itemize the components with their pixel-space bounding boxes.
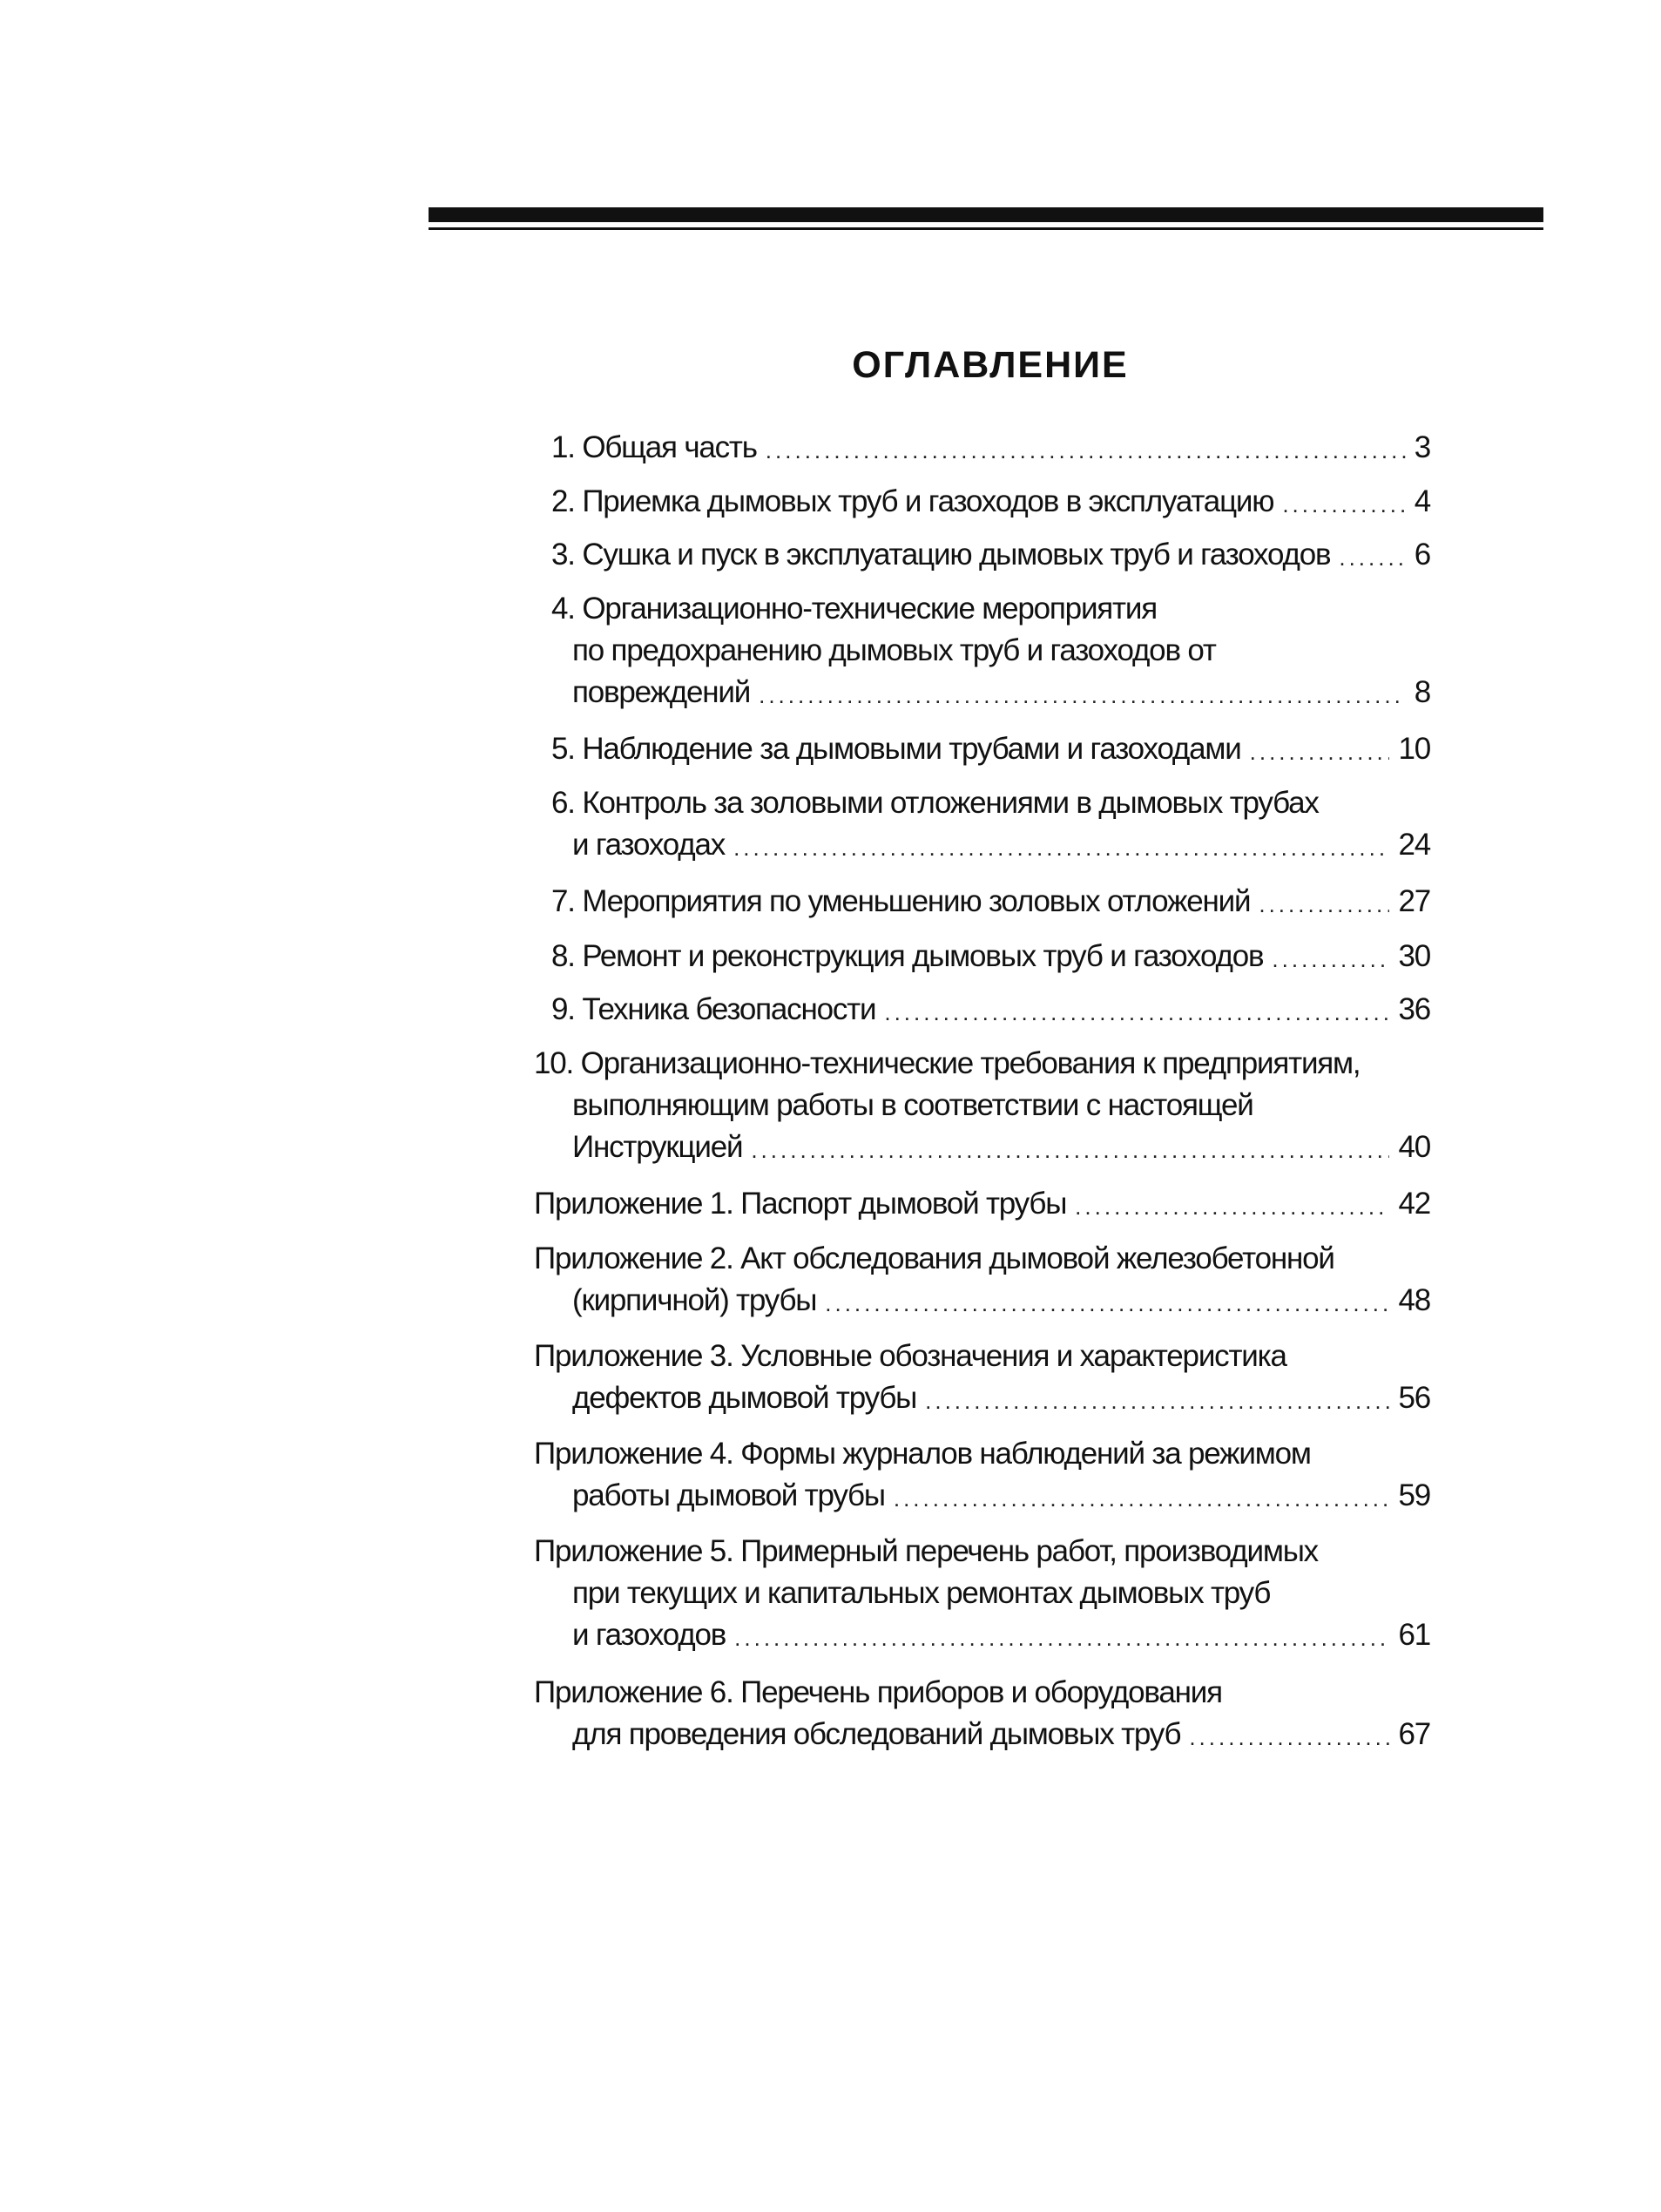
toc-entry-page-number: 27: [1398, 884, 1430, 918]
dot-leader: [733, 839, 1389, 866]
dot-leader: [894, 1490, 1390, 1517]
dot-leader: [734, 1629, 1389, 1656]
toc-entry-title: для проведения обследований дымовых труб: [572, 1717, 1181, 1751]
toc-entry-last-line: [551, 427, 1430, 469]
toc-entry-page-number: 36: [1398, 992, 1430, 1026]
toc-entry-page-number: 10: [1398, 732, 1430, 766]
toc-entry-last-line: [572, 824, 1430, 866]
toc-entry-page-number: 56: [1398, 1381, 1430, 1415]
toc-entry-title: 7. Мероприятия по уменьшению золовых отложений: [551, 884, 1251, 918]
toc-entry-title: повреждений: [572, 675, 751, 709]
toc-entry-title-line: выполняющим работы в соответствии с настоящей: [572, 1088, 1253, 1122]
toc-entry-last-line: [572, 1280, 1430, 1322]
toc-entry-title-line: Приложение 6. Перечень приборов и оборудования: [534, 1675, 1222, 1709]
toc-entry-last-line: [572, 1614, 1430, 1656]
toc-entry-last-line: [551, 728, 1430, 770]
toc-entry-title: Инструкцией: [572, 1130, 743, 1164]
toc-entry-last-line: [572, 1475, 1430, 1517]
toc-entry-page-number: 8: [1414, 675, 1430, 709]
toc-entry-last-line: [551, 881, 1430, 923]
toc-entry-title: (кирпичной) трубы: [572, 1283, 817, 1317]
toc-entry-title: 1. Общая часть: [551, 430, 757, 464]
toc-entry-last-line: [534, 1183, 1430, 1225]
toc-entry-title: 9. Техника безопасности: [551, 992, 876, 1026]
dot-leader: [1189, 1728, 1389, 1755]
toc-entry-last-line: [551, 481, 1430, 523]
toc-entry-page-number: 67: [1398, 1717, 1430, 1751]
toc-entry-title-line: 10. Организационно-технические требования к предприятиям,: [534, 1046, 1361, 1080]
toc-entry-title: работы дымовой трубы: [572, 1478, 885, 1512]
toc-entry-title: 5. Наблюдение за дымовыми трубами и газоходами: [551, 732, 1241, 766]
toc-entry-title: 3. Сушка и пуск в эксплуатацию дымовых труб и газоходов: [551, 538, 1331, 572]
toc-entry-page-number: 4: [1414, 484, 1430, 518]
dot-leader: [766, 442, 1406, 469]
toc-entry-title-line: Приложение 2. Акт обследования дымовой железобетонной: [534, 1241, 1334, 1275]
toc-entry-last-line: [551, 534, 1430, 576]
toc-entry-last-line: [551, 936, 1430, 977]
dot-leader: [759, 687, 1406, 714]
dot-leader: [1259, 896, 1389, 923]
toc-entry-title: 8. Ремонт и реконструкция дымовых труб и газоходов: [551, 939, 1264, 973]
toc-entry-page-number: 59: [1398, 1478, 1430, 1512]
toc-entry-title-line: Приложение 5. Примерный перечень работ, производимых: [534, 1534, 1318, 1568]
toc-entry-title-line: при текущих и капитальных ремонтах дымовых труб: [572, 1576, 1271, 1610]
toc-entry-page-number: 6: [1414, 538, 1430, 572]
toc-entry-last-line: [551, 989, 1430, 1031]
dot-leader: [925, 1392, 1389, 1419]
toc-entry-last-line: [572, 1126, 1430, 1168]
dot-leader: [825, 1295, 1389, 1322]
toc-entry-page-number: 24: [1398, 828, 1430, 862]
dot-leader: [1250, 743, 1390, 770]
toc-entry-last-line: [572, 1714, 1430, 1755]
toc-entry-page-number: 42: [1398, 1187, 1430, 1221]
toc-entry-title: и газоходах: [572, 828, 726, 862]
toc-entry-title: Приложение 1. Паспорт дымовой трубы: [534, 1187, 1067, 1221]
dot-leader: [1075, 1198, 1389, 1225]
toc-entry-page-number: 40: [1398, 1130, 1430, 1164]
dot-leader: [751, 1141, 1389, 1168]
toc-entry-title: и газоходов: [572, 1618, 726, 1652]
dot-leader: [1339, 549, 1405, 576]
toc-entry-last-line: [572, 672, 1430, 714]
toc-entry-title-line: 4. Организационно-технические мероприятия: [551, 592, 1157, 626]
toc-entry-title-line: Приложение 4. Формы журналов наблюдений за режимом: [534, 1437, 1311, 1471]
toc-heading: ОГЛАВЛЕНИЕ: [852, 344, 1129, 386]
toc-entry-last-line: [572, 1377, 1430, 1419]
toc-entry-title: дефектов дымовой трубы: [572, 1381, 917, 1415]
toc-entry-page-number: 30: [1398, 939, 1430, 973]
dot-leader: [1282, 496, 1405, 523]
toc-entry-title-line: по предохранению дымовых труб и газоходов от: [572, 633, 1216, 667]
dot-leader: [1272, 950, 1389, 977]
toc-entry-page-number: 3: [1414, 430, 1430, 464]
toc-entry-page-number: 48: [1398, 1283, 1430, 1317]
dot-leader: [884, 1004, 1389, 1031]
toc-entry-page-number: 61: [1398, 1618, 1430, 1652]
toc-entry-title: 2. Приемка дымовых труб и газоходов в эксплуатацию: [551, 484, 1274, 518]
toc-entry-title-line: 6. Контроль за золовыми отложениями в дымовых трубах: [551, 786, 1319, 820]
toc-entry-title-line: Приложение 3. Условные обозначения и характеристика: [534, 1339, 1286, 1373]
